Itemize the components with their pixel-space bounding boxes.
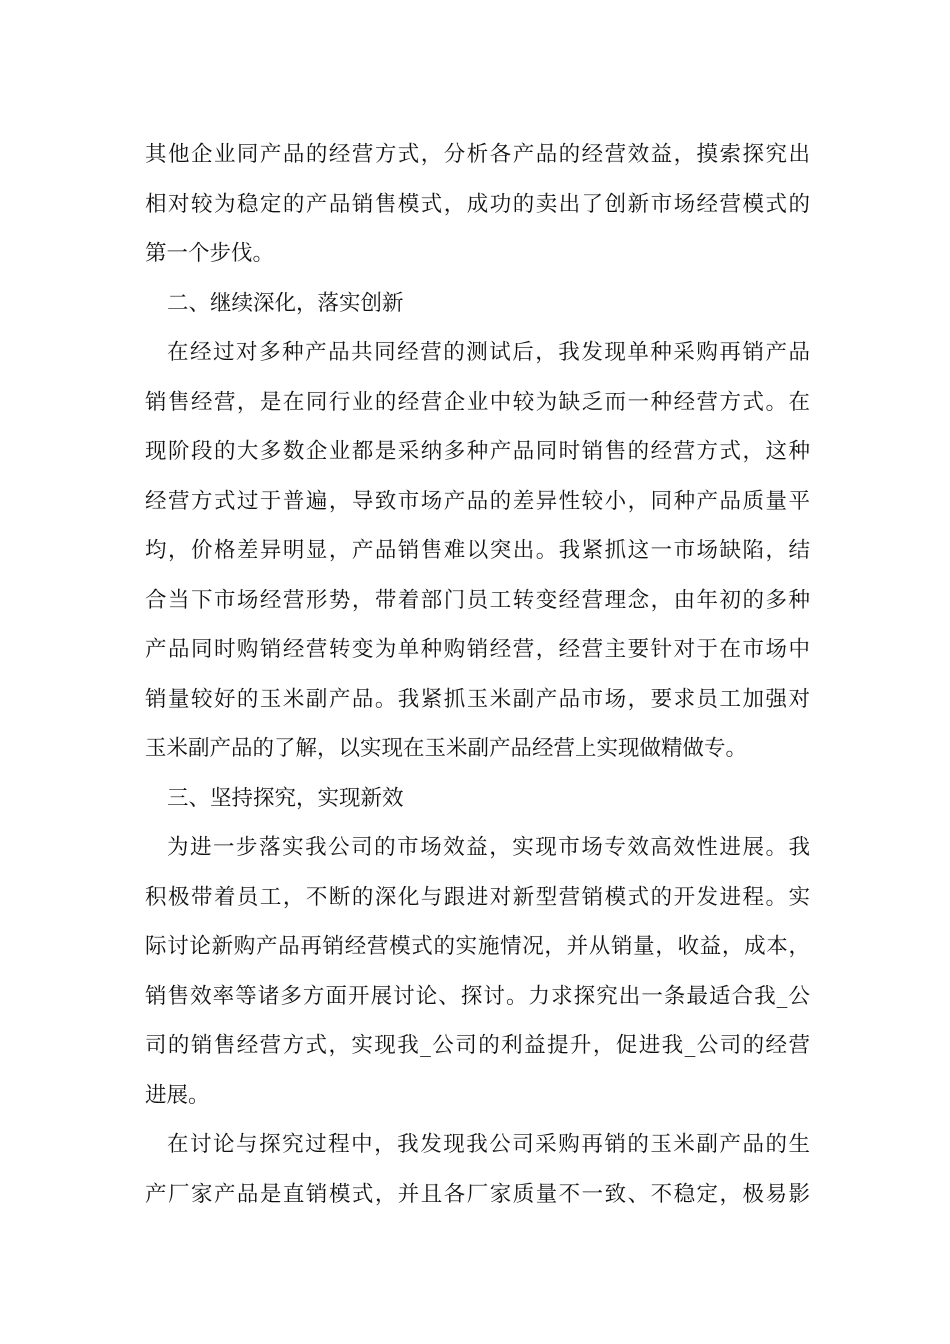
text-line: 销量较好的玉米副产品。我紧抓玉米副产品市场，要求员工加强对 [145, 686, 810, 712]
text-line: 销售经营，是在同行业的经营企业中较为缺乏而一种经营方式。在 [145, 389, 810, 415]
text-line: 产厂家产品是直销模式，并且各厂家质量不一致、不稳定，极易影 [145, 1181, 810, 1207]
text-line: 第一个步伐。 [145, 241, 275, 266]
text-line: 在讨论与探究过程中，我发现我公司采购再销的玉米副产品的生 [167, 1132, 810, 1157]
text-line: 在经过对多种产品共同经营的测试后，我发现单种采购再销产品 [167, 340, 810, 365]
text-line: 进展。 [145, 1082, 210, 1108]
text-line: 相对较为稳定的产品销售模式，成功的卖出了创新市场经营模式的 [145, 191, 810, 217]
text-line: 其他企业同产品的经营方式，分析各产品的经营效益，摸索探究出 [145, 142, 810, 167]
document-body [145, 130, 810, 1219]
text-line: 三、坚持探究，实现新效 [167, 785, 404, 811]
text-line: 产品同时购销经营转变为单种购销经营，经营主要针对于在市场中 [145, 637, 810, 662]
text-line: 销售效率等诸多方面开展讨论、探讨。力求探究出一条最适合我_公 [145, 983, 810, 1009]
text-line: 均，价格差异明显，产品销售难以突出。我紧抓这一市场缺陷，结 [145, 538, 810, 563]
text-line: 合当下市场经营形势，带着部门员工转变经营理念，由年初的多种 [145, 587, 810, 613]
text-line: 玉米副产品的了解，以实现在玉米副产品经营上实现做精做专。 [145, 736, 748, 761]
text-line: 积极带着员工，不断的深化与跟进对新型营销模式的开发进程。实 [145, 884, 810, 910]
text-line: 二、继续深化，落实创新 [167, 290, 404, 316]
text-line: 为进一步落实我公司的市场效益，实现市场专效高效性进展。我 [167, 835, 810, 860]
text-line: 现阶段的大多数企业都是采纳多种产品同时销售的经营方式，这种 [145, 439, 810, 464]
text-line: 际讨论新购产品再销经营模式的实施情况，并从销量，收益，成本， [145, 934, 810, 959]
text-line: 司的销售经营方式，实现我_公司的利益提升，促进我_公司的经营 [145, 1033, 810, 1058]
text-line: 经营方式过于普遍，导致市场产品的差异性较小，同种产品质量平 [145, 488, 810, 514]
